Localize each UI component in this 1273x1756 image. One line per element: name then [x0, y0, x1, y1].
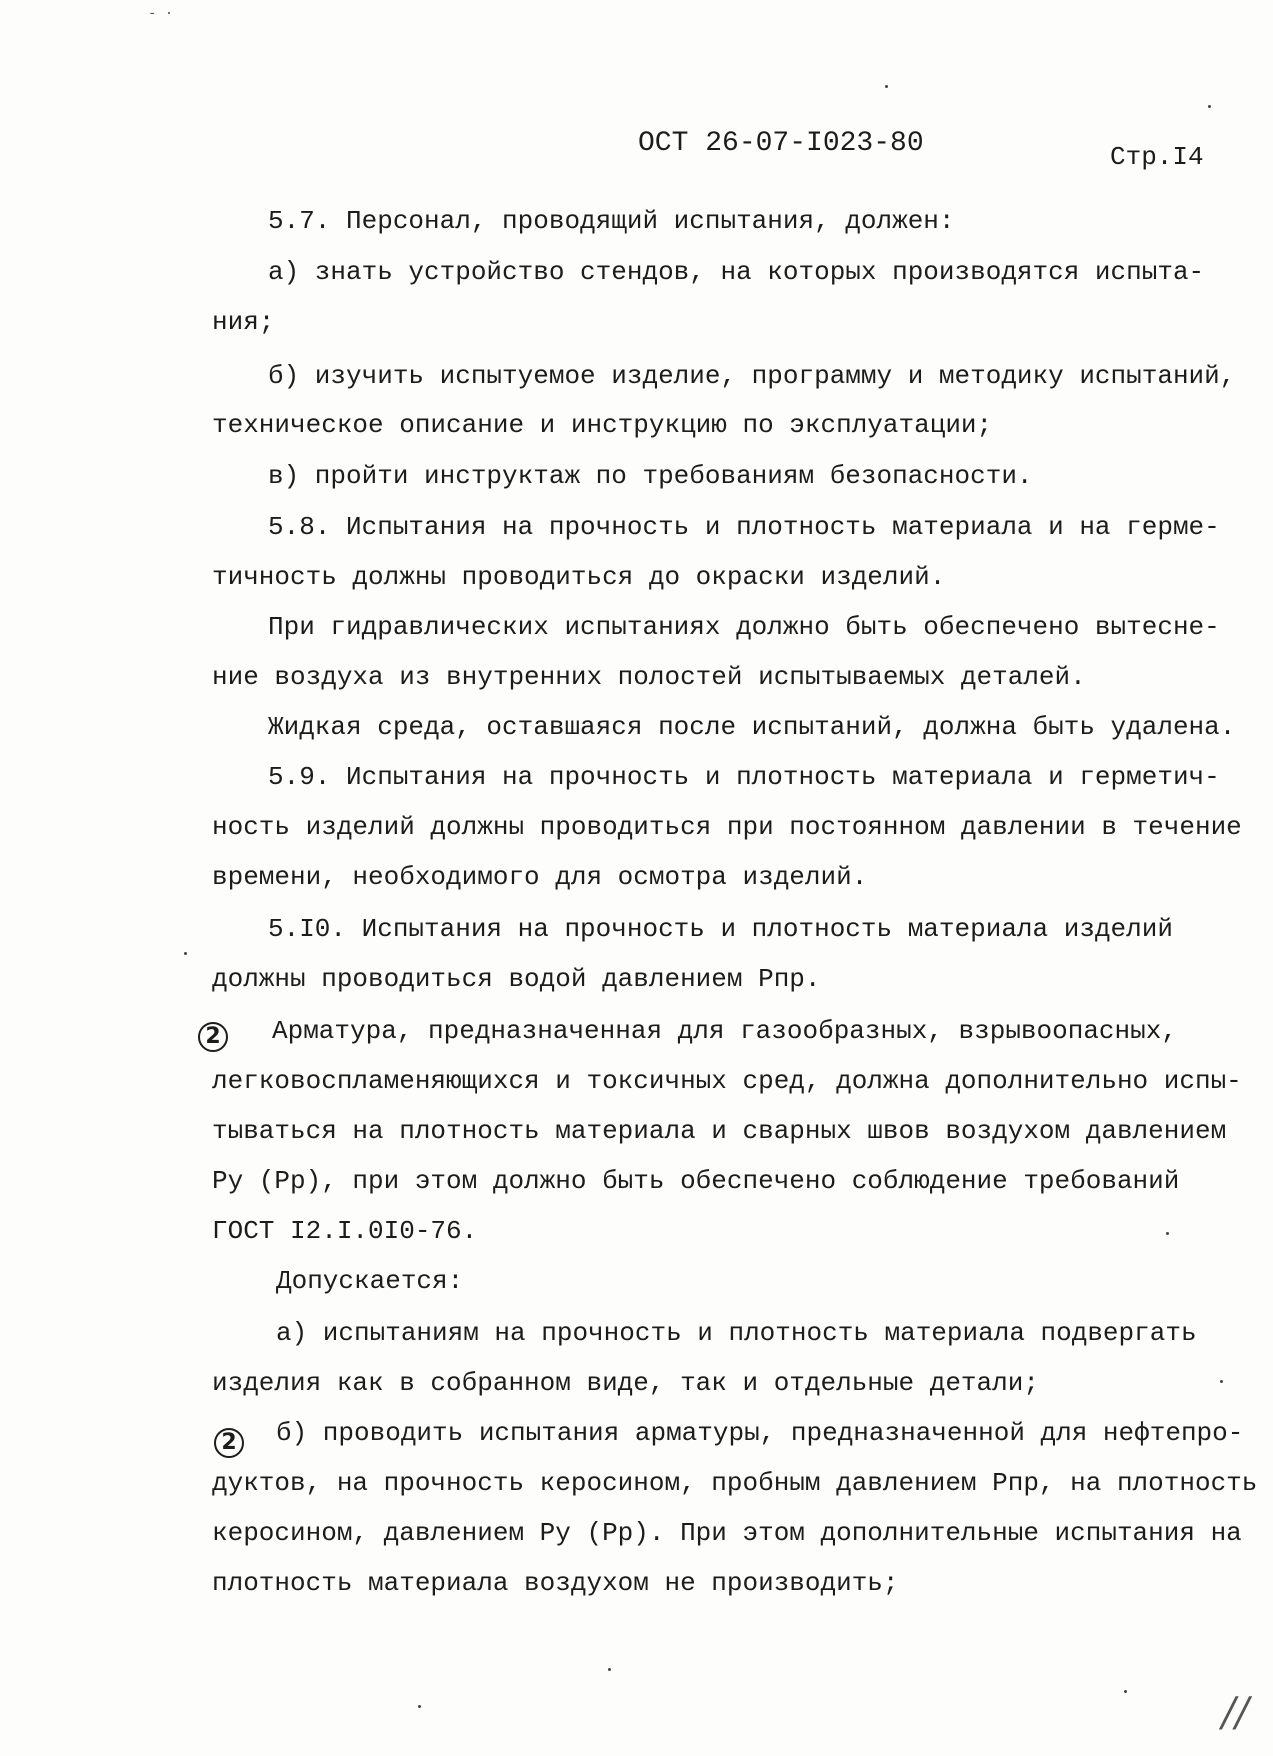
margin-revision-mark: 2	[214, 1428, 244, 1458]
text-line: времени, необходимого для осмотра изделий.	[212, 862, 868, 892]
pen-scribble: //	[1222, 1690, 1249, 1736]
document-code: ОСТ 26-07-I023-80	[638, 128, 924, 159]
text-line: а) испытаниям на прочность и плотность материала подвергать	[276, 1318, 1197, 1348]
text-line: в) пройти инструктаж по требованиям безопасности.	[268, 461, 1033, 491]
text-line: Жидкая среда, оставшаяся после испытаний, должна быть удалена.	[268, 712, 1236, 742]
text-line: 5.9. Испытания на прочность и плотность материала и герметич-	[268, 762, 1220, 792]
text-line: При гидравлических испытаниях должно быть обеспечено вытесне-	[268, 612, 1220, 642]
text-line: легковоспламеняющихся и токсичных сред, должна дополнительно испы-	[212, 1066, 1242, 1096]
text-line: ГОСТ I2.I.0I0-76.	[212, 1216, 478, 1246]
text-line: а) знать устройство стендов, на которых производятся испыта-	[268, 257, 1205, 287]
text-line: тичность должны проводиться до окраски изделий.	[212, 562, 946, 592]
text-line: Допускается:	[276, 1266, 464, 1296]
text-line: Ру (Рр), при этом должно быть обеспечено соблюдение требований	[212, 1166, 1180, 1196]
text-line: изделия как в собранном виде, так и отдельные детали;	[212, 1368, 1039, 1398]
text-line: б) изучить испытуемое изделие, программу и методику испытаний,	[268, 361, 1236, 391]
text-line: 5.7. Персонал, проводящий испытания, должен:	[268, 206, 955, 236]
scan-speck	[1208, 105, 1211, 108]
text-line: должны проводиться водой давлением Рпр.	[212, 964, 821, 994]
margin-revision-mark: 2	[198, 1022, 228, 1052]
text-line: тываться на плотность материала и сварных швов воздухом давлением	[212, 1116, 1227, 1146]
text-line: ность изделий должны проводиться при постоянном давлении в течение	[212, 812, 1242, 842]
scan-speck	[1166, 1232, 1169, 1235]
text-line: 5.I0. Испытания на прочность и плотность материала изделий	[268, 914, 1173, 944]
scan-speck	[184, 952, 187, 955]
text-line: плотность материала воздухом не производить;	[212, 1568, 899, 1598]
text-line: керосином, давлением Ру (Рр). При этом дополнительные испытания на	[212, 1518, 1242, 1548]
scan-speck	[1124, 1690, 1127, 1693]
text-line: б) проводить испытания арматуры, предназначенной для нефтепро-	[276, 1418, 1244, 1448]
text-line: дуктов, на прочность керосином, пробным давлением Рпр, на плотность	[212, 1468, 1258, 1498]
scan-speck	[418, 1705, 421, 1708]
text-line: ния;	[212, 307, 275, 337]
scan-speck	[1220, 1380, 1223, 1383]
text-line: ние воздуха из внутренних полостей испытываемых деталей.	[212, 662, 1086, 692]
page-number: Стр.I4	[1110, 142, 1204, 172]
text-line: 5.8. Испытания на прочность и плотность материала и на герме-	[268, 512, 1220, 542]
scan-speck	[608, 1668, 611, 1671]
text-line: Арматура, предназначенная для газообразных, взрывоопасных,	[272, 1016, 1177, 1046]
scan-speck	[885, 85, 888, 88]
scan-mark: - ·	[148, 6, 174, 22]
text-line: техническое описание и инструкцию по эксплуатации;	[212, 410, 993, 440]
